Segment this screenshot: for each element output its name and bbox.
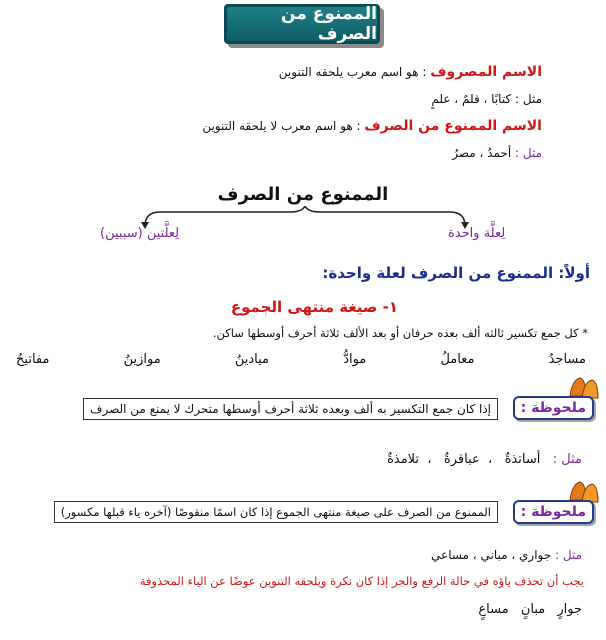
note-tag: ملحوظة :: [513, 396, 594, 420]
example-word: عباقرةٌ: [443, 452, 480, 467]
example-label: مثل :: [555, 548, 582, 562]
rule-plural: * كل جمع تكسير ثالثه ألف بعده حرفان أو بعد الألف ثلاثة أحرف أوسطها ساكن.: [212, 326, 588, 340]
example-word: موادُّ: [343, 352, 367, 367]
example-tanween: جوارٍ مبانٍ مساعٍ: [478, 602, 582, 617]
diagram-branch-two-causes: لِعلَّتين (سببين): [100, 226, 180, 241]
example-word: ميادينُ: [234, 352, 270, 367]
example-word: تلامذةٌ: [387, 452, 420, 467]
note-text: إذا كان جمع التكسير به ألف وبعده ثلاثة أحرف أوسطها متحرك لا يمنع من الصرف: [90, 402, 491, 416]
example-manqus: [431, 548, 582, 562]
note-tag: ملحوظة :: [513, 500, 594, 524]
rule-manqus-deletion: يجب أن تحذف ياؤه في حالة الرفع والجر إذا كان نكرة ويلحقه التنوين عوضًا عن الياء المحذوفة: [139, 574, 584, 588]
example-word: موازينُ: [123, 352, 161, 367]
term-declinable: الاسم المصروف: [430, 64, 542, 80]
note-box-manqus: [54, 501, 498, 523]
diagram-title: الممنوع من الصرف: [217, 184, 389, 205]
diagram-branch-one-cause: لِعلَّة واحدة: [448, 226, 506, 241]
example-broken-plural: مثل : أساتذةٌ ، عباقرةٌ ، تلامذةٌ: [387, 452, 582, 467]
example-label: مثل :: [515, 146, 542, 160]
definition-indeclinable: [202, 118, 542, 134]
section-heading-one-cause: أولاً: الممنوع من الصرف لعلة واحدة:: [322, 264, 590, 282]
example-label: مثل :: [552, 452, 582, 467]
example-indeclinable: [452, 146, 542, 160]
subsection-heading-plural: ١- صيغة منتهى الجموع: [230, 298, 398, 316]
definition-indeclinable-text: : هو اسم معرب لا يلحقه التنوين: [202, 119, 361, 133]
example-indeclinable-text: أحمدُ ، مصرُ: [452, 146, 512, 160]
note-box-plural: [83, 398, 498, 420]
example-word: مفاتيحُ: [16, 352, 50, 367]
plural-examples: [16, 352, 586, 367]
example-label: مثل :: [515, 92, 542, 106]
definition-declinable: [279, 64, 542, 80]
example-word: مساجدُ: [548, 352, 586, 367]
note-text: الممنوع من الصرف على صيغة منتهى الجموع إذا كان اسمًا منقوصًا (آخره ياء قبلها مكسور): [60, 505, 491, 519]
example-word: معاملُ: [440, 352, 475, 367]
term-indeclinable: الاسم الممنوع من الصرف: [364, 118, 542, 134]
definition-declinable-text: : هو اسم معرب يلحقه التنوين: [278, 65, 427, 79]
example-manqus-text: جواري ، مباني ، مساعي: [431, 548, 552, 562]
example-word: أساتذةٌ: [504, 452, 541, 467]
diagram-brace: [140, 206, 470, 230]
page-title: الممنوع من الصرف: [224, 4, 380, 44]
example-declinable: [431, 92, 542, 106]
example-declinable-text: كتابًا ، قلمٌ ، علمٍ: [431, 92, 512, 106]
